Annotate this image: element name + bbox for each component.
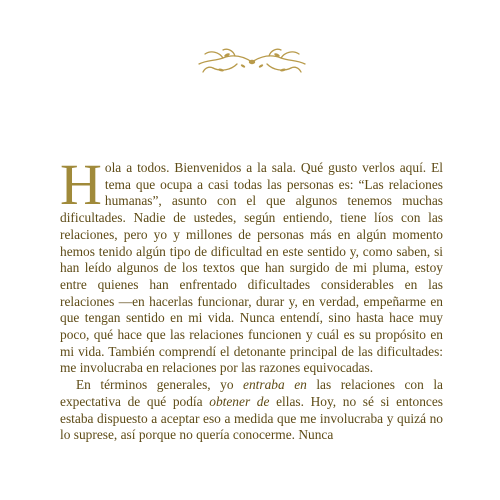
paragraph-1 — [60, 152, 443, 377]
drop-cap: H — [60, 152, 102, 217]
paragraph-2-italic-b: obtener de — [209, 393, 270, 409]
paragraph-2 — [60, 377, 443, 444]
body-text — [60, 152, 444, 444]
paragraph-2-text-a: En términos generales, yo — [76, 377, 244, 393]
paragraph-2-italic-a: entraba en — [243, 377, 307, 393]
paragraph-1-text: ola a todos. Bienvenidos a la sala. Qué gusto verlos aquí. El tema que ocupa a casi todas las personas es: “Las relaciones humanas”, asunto con el que algunos tenemos muchas dificultades. Nadie de ustedes, según entiendo, tiene líos con las relaciones, pero yo y millones de personas más en algún momento hemos tenido algún tipo de dificultad en este sentido y, como saben, si han leído algunos de los textos que han surgido de mi pluma, estoy entre quienes han enfrentado dificultades considerables en las relaciones —en hacerlas funcionar, durar y, en verdad, empeñarme en que tengan sentido en mi vida. Nunca entendí, sino hasta hace muy poco, qué hace que las relaciones funcionen y cuál es su propósito en mi vida. También comprendí el detonante principal de las dificultades: me involucraba en relaciones por las razones equivocadas. — [60, 160, 443, 376]
paragraph-2-text-b: las relaciones con la expectativa de qué podía — [60, 377, 443, 409]
paragraph-2-text-c: ellas. Hoy, no sé si entonces estaba dispuesto a aceptar eso a medida que me involucraba y quizá no lo suprese, así porque no quería conocerme. Nunca — [60, 393, 444, 443]
floral-flourish-icon — [193, 46, 311, 78]
